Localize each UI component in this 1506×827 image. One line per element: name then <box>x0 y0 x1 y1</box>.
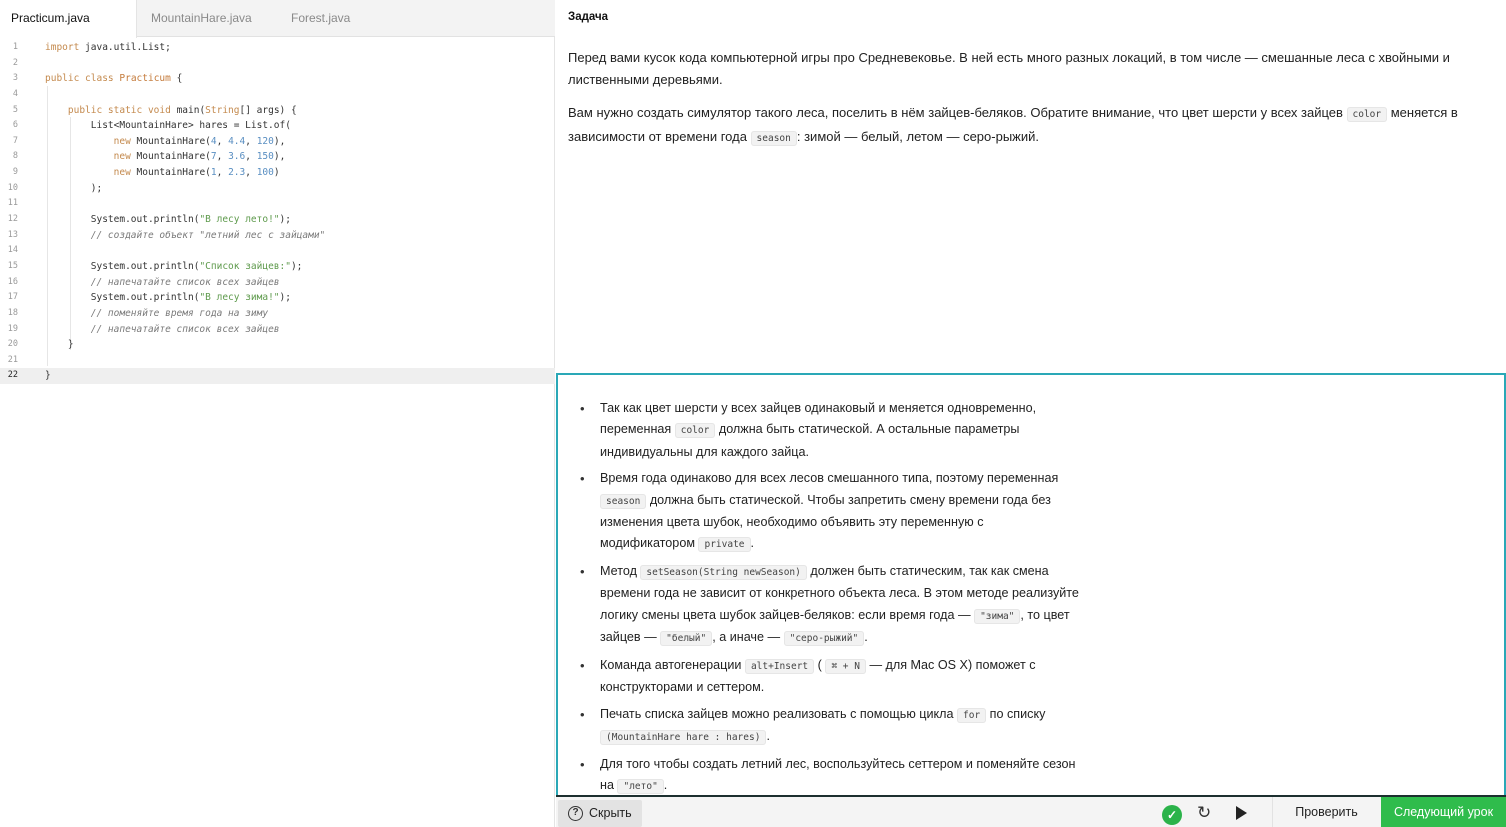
line-number: 8 <box>12 151 18 162</box>
line-number: 4 <box>12 88 18 99</box>
code-text: // поменяйте время года на зиму <box>90 307 269 319</box>
line-number: 6 <box>12 120 18 131</box>
code-line[interactable] <box>0 368 555 384</box>
inline-code: "зима" <box>974 609 1020 624</box>
line-number: 16 <box>7 276 18 287</box>
code-text: // напечатайте список всех зайцев <box>90 276 280 288</box>
code-line[interactable] <box>0 259 555 275</box>
line-number: 10 <box>7 182 18 193</box>
line-number: 13 <box>7 229 18 240</box>
task-panel <box>556 0 1506 372</box>
code-area[interactable] <box>0 40 555 384</box>
code-line[interactable] <box>0 71 555 87</box>
inline-code: "серо-рыжий" <box>784 631 865 646</box>
line-number: 14 <box>7 245 18 256</box>
hint-item: • Печать списка зайцев можно реализовать с помощью цикла for по списку (MountainHare hare : hares) . <box>580 704 1080 749</box>
inline-code: (MountainHare hare : hares) <box>600 730 766 745</box>
code-line[interactable] <box>0 103 555 119</box>
check-circle-icon: ✓ <box>1162 805 1182 825</box>
inline-code: season <box>600 494 646 509</box>
inline-code: ⌘ + N <box>825 659 866 674</box>
code-line[interactable] <box>0 228 555 244</box>
hint-item: • Для того чтобы создать летний лес, воспользуйтесь сеттером и поменяйте сезон на "лето" . <box>580 754 1080 798</box>
code-text: System.out.println("В лесу лето!"); <box>45 214 291 226</box>
line-number: 17 <box>7 292 18 303</box>
code-text: } <box>45 370 51 382</box>
code-line[interactable] <box>0 353 555 369</box>
task-text: Вам нужно создать симулятор такого леса, поселить в нём зайцев-беляков. Обратите внимание, что цвет шерсти у всех зайцев <box>568 105 1347 120</box>
hide-hints-button[interactable] <box>558 800 642 827</box>
code-line[interactable] <box>0 290 555 306</box>
code-line[interactable] <box>0 275 555 291</box>
code-text: public static void main(String[] args) { <box>67 104 297 116</box>
line-number: 1 <box>12 42 18 52</box>
tab-forest-java[interactable]: Forest.java <box>291 11 351 25</box>
code-text: new MountainHare(7, 3.6, 150), <box>113 151 286 163</box>
code-text: List<MountainHare> hares = List.of( <box>45 120 291 132</box>
line-number: 21 <box>7 354 18 365</box>
hide-label: Скрыть <box>589 806 632 820</box>
hints-list <box>580 398 1080 803</box>
code-text: System.out.println("Список зайцев:"); <box>45 260 303 272</box>
code-line[interactable] <box>0 134 555 150</box>
code-line[interactable] <box>0 337 555 353</box>
code-text: // создайте объект "летний лес с зайцами" <box>90 229 326 241</box>
task-title: Задача <box>568 11 609 23</box>
code-text: ); <box>45 182 103 194</box>
line-number: 22 <box>7 370 18 381</box>
inline-code: "лето" <box>617 779 663 794</box>
code-line[interactable] <box>0 118 555 134</box>
task-paragraph-2 <box>568 102 1480 149</box>
inline-code: alt+Insert <box>745 659 814 674</box>
question-circle-icon: ? <box>568 806 583 821</box>
task-text: : зимой — белый, летом — серо-рыжий. <box>796 128 1039 144</box>
line-number: 3 <box>12 73 18 84</box>
line-number: 12 <box>7 214 18 225</box>
line-number: 2 <box>12 57 18 68</box>
line-number: 19 <box>7 323 18 334</box>
hint-item: • Время года одинаково для всех лесов смешанного типа, поэтому переменная season должна быть статической. Чтобы запретить смену времени года без изменения цвета шубок, необходимо объявить эту переменную с модификатором private . <box>580 468 1080 555</box>
line-number: 15 <box>7 260 18 271</box>
code-line[interactable] <box>0 196 555 212</box>
hint-item: • Команда автогенерации alt+Insert ( ⌘ + N — для Mac OS X) поможет с конструкторами и сеттером. <box>580 655 1080 699</box>
line-number: 11 <box>7 198 18 209</box>
task-paragraph-1: Перед вами кусок кода компьютерной игры про Средневековье. В ней есть много разных локаций, в том числе — смешанные леса с хвойными и лиственными деревьями. <box>568 50 1450 87</box>
code-line[interactable] <box>0 322 555 338</box>
editor-tabs <box>0 0 555 37</box>
hint-item: • Метод setSeason(String newSeason) должен быть статическим, так как смена времени года не зависит от конкретного объекта леса. В этом методе реализуйте логику смены цвета шубок зайцев-беляков: если время года — "зима" , то цвет зайцев — "белый" , а иначе — "серо-рыжий" . <box>580 561 1080 649</box>
code-line[interactable] <box>0 149 555 165</box>
tab-practicum-java[interactable]: Practicum.java <box>0 0 137 38</box>
check-button[interactable]: Проверить <box>1272 797 1380 827</box>
code-editor-panel <box>0 0 555 827</box>
line-number: 7 <box>12 135 18 146</box>
code-text: new MountainHare(4, 4.4, 120), <box>113 135 286 147</box>
line-number: 9 <box>12 167 18 178</box>
code-line[interactable] <box>0 306 555 322</box>
code-text: import java.util.List; <box>45 42 171 53</box>
play-icon[interactable] <box>1236 806 1247 820</box>
code-line[interactable] <box>0 56 555 72</box>
inline-code: private <box>698 537 750 552</box>
inline-code: for <box>957 708 986 723</box>
next-lesson-button[interactable]: Следующий урок <box>1381 797 1506 827</box>
code-text: // напечатайте список всех зайцев <box>90 323 280 335</box>
bottom-toolbar <box>556 795 1506 827</box>
code-text: public class Practicum { <box>45 73 183 85</box>
hints-panel <box>556 373 1506 795</box>
hint-item: • Так как цвет шерсти у всех зайцев одинаковый и меняется одновременно, переменная color должна быть статической. А остальные параметры индивидуальны для каждого зайца. <box>580 398 1080 463</box>
code-text: System.out.println("В лесу зима!"); <box>45 292 291 304</box>
code-line[interactable] <box>0 165 555 181</box>
code-line[interactable] <box>0 212 555 228</box>
code-line[interactable] <box>0 40 555 56</box>
inline-code: season <box>751 131 797 146</box>
inline-code: color <box>675 423 716 438</box>
reload-icon[interactable]: ↻ <box>1197 803 1212 822</box>
inline-code: color <box>1347 107 1388 122</box>
tab-mountainhare-java[interactable]: MountainHare.java <box>151 11 252 25</box>
task-text: меняется в зависимости от времени года <box>568 105 1458 144</box>
line-number: 18 <box>7 307 18 318</box>
line-number: 20 <box>7 339 18 350</box>
code-line[interactable] <box>0 243 555 259</box>
code-text: } <box>45 339 74 351</box>
inline-code: "белый" <box>660 631 712 646</box>
code-line[interactable] <box>0 87 555 103</box>
code-text: new MountainHare(1, 2.3, 100) <box>113 167 280 179</box>
inline-code: setSeason(String newSeason) <box>640 565 806 580</box>
code-line[interactable] <box>0 181 555 197</box>
line-number: 5 <box>12 104 18 115</box>
